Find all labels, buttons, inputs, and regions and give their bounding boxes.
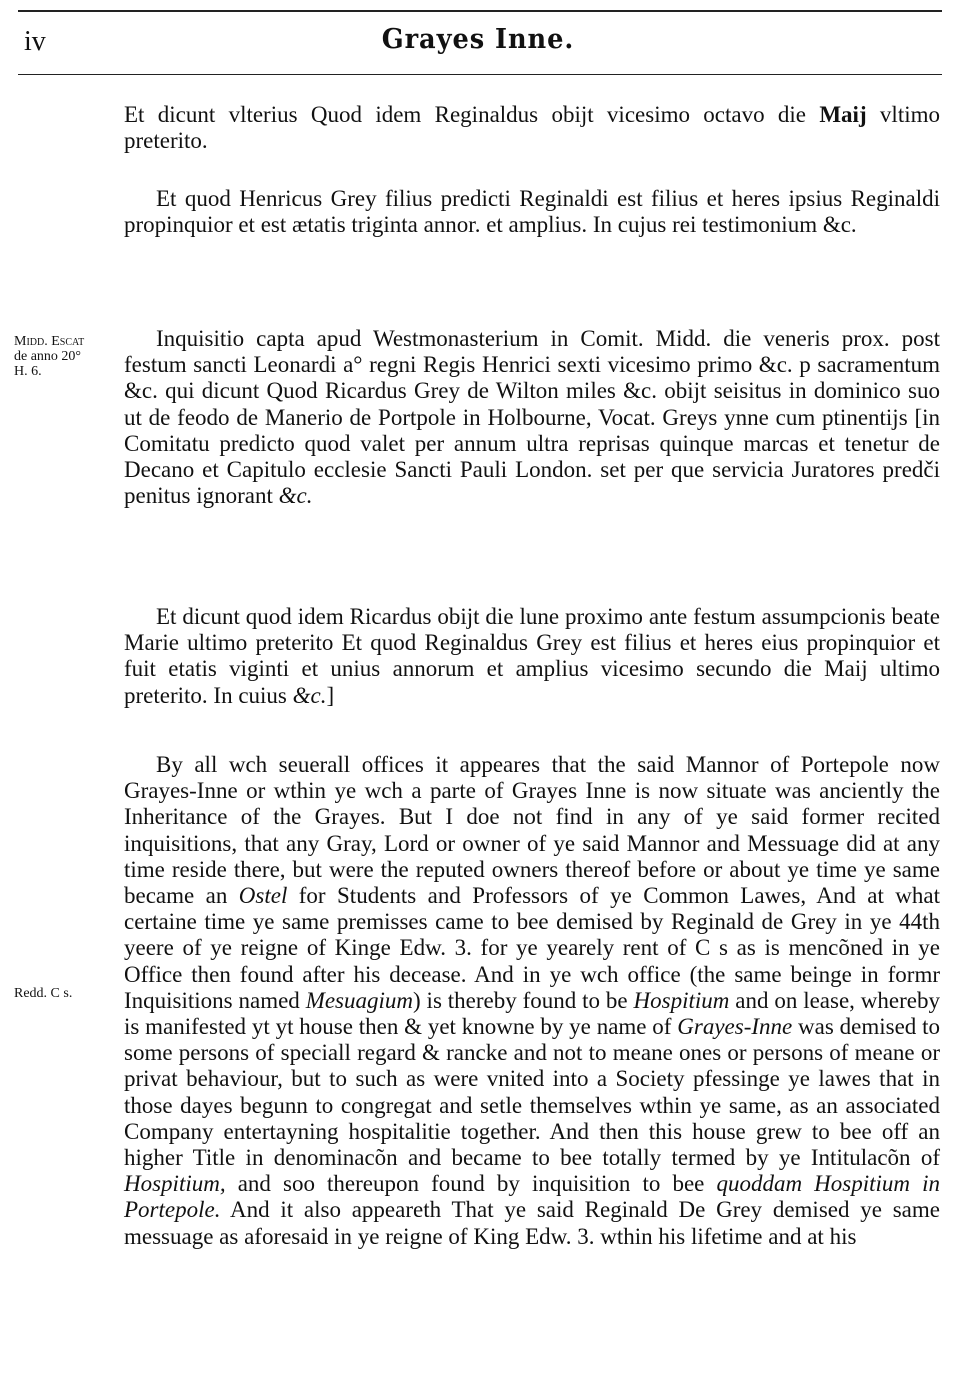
text-run: ) is thereby found to be [413,987,634,1013]
running-title: Grayes Inne. [381,24,575,55]
paragraph-2 [124,186,940,238]
paragraph-5 [124,752,940,1250]
text-run: ] [326,682,335,708]
paragraph-3 [124,326,940,509]
header-rule-top [18,10,942,12]
text-run-italic: quoddam Hospitium in Portepole. [124,1171,941,1223]
text-run: and on lease, whereby is manifested yt yt house then & yet knowne by ye name of [124,987,940,1040]
text-run: and soo thereupon found by inquisition to bee [225,1171,717,1197]
text-run: for Students and Professors of ye Common Lawes, And at what certaine time ye same premisses came to bee demised by Reginald de Grey in ye 44th yeere of ye reigne of Kinge Edw. 3. for ye yearely rent of C s as is mencõned in ye Office then found after his decease. And in ye wch office (the same beinge in formr Inquisitions named [124,883,940,1013]
text-run: Et dicunt vlterius Quod idem Reginaldus obijt vicesimo octavo die [124,102,820,127]
text-run-italic: &c. [278,483,313,509]
text-run-italic: Hospitium [633,987,730,1013]
text-run: Et dicunt quod idem Ricardus obijt die lune proximo ante festum assumpcionis beate Marie ultimo preterito Et quod Reginaldus Grey est filius et heres eius propinquior et fuit etatis viginti et unius annorum et amplius vicesimo secundo die Maij ultimo preterito. In cuius [124,604,940,708]
margin-note-line: H. 6. [14,364,42,379]
text-run: And it also appeareth That ye said Reginald De Grey demised ye same messuage as aforesaid in ye reigne of King Edw. 3. wthin his lifetime and at his [124,1197,940,1249]
margin-note-line: de anno 20° [14,349,82,364]
text-run: was demised to some persons of speciall regard & rancke and not to meane ones or persons of meane or privat behaviour, but to such as were vnited into a Society pfessinge ye lawes that in those dayes begunn to congregat and setle themselves wthin ye same, as an associated Company entertayning hospitalitie together. And then this house grew to bee off an higher Title in denominacõn and became to bee totally termed by ye Intitulacõn of [124,1014,940,1171]
margin-note-redd: Redd. C s. [14,986,73,1001]
text-run: vltimo preterito. [124,102,940,154]
text-run-italic: Hospitium, [124,1171,226,1197]
paragraph-4 [124,604,940,709]
margin-note-line: Midd. Escat [14,334,85,349]
text-run: Et quod Henricus Grey filius predicti Reginaldi est filius et heres ipsius Reginaldi propinquior et est ætatis triginta annor. et amplius. In cujus rei testimonium &c. [124,186,940,238]
page-number: iv [24,26,46,57]
text-run: Inquisitio capta apud Westmonasterium in Comit. Midd. die veneris prox. post festum sancti Leonardi a° regni Regis Henrici sexti vicesimo primo &c. p sacramentum &c. qui dicunt Quod Ricardus Grey de Wilton miles &c. obijt seisitus in dominico suo ut de feodo de Manerio de Portpole in Holbourne, Vocat. Greys ynne cum ptinentijs [in Comitatu predicto quod valet per annum ultra reprisas quinque marcas et tenetur de Decano et Capitulo ecclesie Sancti Pauli London. set per que servicia Juratores predči penitus ignorant [124,326,940,509]
paragraph-1 [124,102,940,154]
text-run-italic: Mesuagium [305,987,414,1013]
text-run: By all wch seuerall offices it appeares that the said Mannor of Portepole now Grayes-Inne or wthin ye wch a parte of Grayes Inne is now situate was anciently the Inheritance of the Grayes. But I doe not find in any of ye said former recited inquisitions, that any Gray, Lord or owner of ye said Mannor and Messuage did at any time reside there, but were the reputed owners thereof before or about ye time ye same became an [124,752,940,909]
margin-note-escat [14,334,122,379]
text-run-bold: Maij [819,102,867,127]
text-run-italic: Ostel [238,883,288,909]
text-run-italic: Grayes-Inne [677,1014,793,1040]
header-rule-bottom [18,74,942,75]
text-run-italic: &c. [292,682,327,708]
